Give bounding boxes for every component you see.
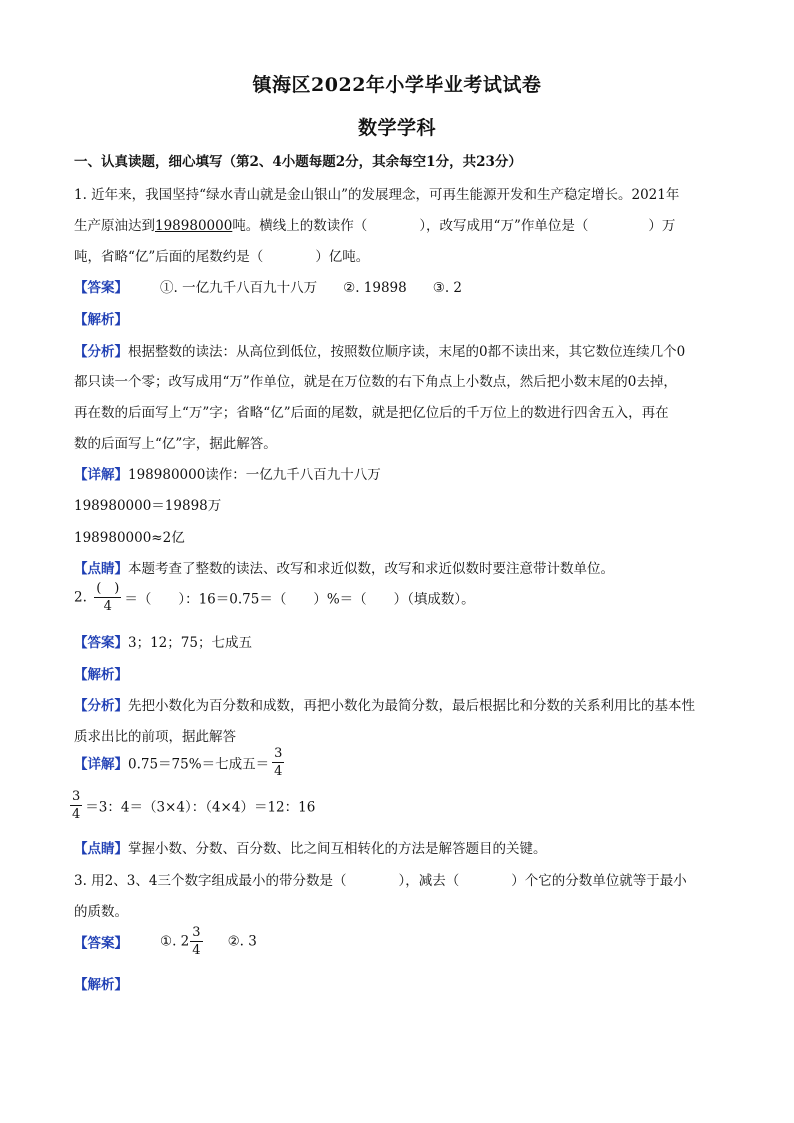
q1-text: 生产原油达到 bbox=[74, 218, 155, 234]
q1-text: ），改写成用“万”作单位是（ bbox=[419, 218, 589, 234]
q2-analysis-1 bbox=[74, 694, 695, 714]
q2-detail-2 bbox=[70, 790, 315, 821]
q2-text: ＝（ ）：16＝0.75＝（ ）%＝（ ）（填成数）。 bbox=[124, 591, 475, 608]
detail-tag: 【详解】 bbox=[74, 467, 128, 483]
q3-text: 3. 用2、3、4三个数字组成最小的带分数是（ bbox=[74, 873, 347, 889]
q2-detail-text: 0.75＝75%＝七成五＝ bbox=[128, 756, 270, 773]
q3-line-1 bbox=[74, 869, 687, 889]
q1-text: 吨。横线上的数读作（ bbox=[232, 218, 368, 234]
q1-text: 吨，省略“亿”后面的尾数约是（ bbox=[74, 249, 264, 265]
page-title: 镇海区2022年小学毕业考试试卷 bbox=[252, 74, 542, 96]
q2-answer-text: 3；12；75；七成五 bbox=[128, 635, 252, 651]
q2-detail-1 bbox=[74, 747, 287, 778]
comment-tag: 【点睛】 bbox=[74, 561, 128, 577]
q1-analysis-text: 根据整数的读法：从高位到低位，按照数位顺序读，末尾的0都不读出来，其它数位连续几个0 bbox=[128, 344, 686, 360]
q1-underlined-number: 198980000 bbox=[155, 218, 233, 234]
q2-line bbox=[74, 582, 475, 613]
q1-line-2 bbox=[74, 214, 675, 234]
q1-text: ）亿吨。 bbox=[315, 249, 370, 265]
q3-analysis-header: 【解析】 bbox=[74, 977, 128, 993]
analysis-tag: 【分析】 bbox=[74, 344, 128, 360]
q2-answer bbox=[74, 631, 252, 651]
answer-tag: 【答案】 bbox=[74, 280, 128, 296]
q1-detail-3: 198980000≈2亿 bbox=[74, 530, 185, 546]
q3-answer-fraction: $\frac{3}{4}$ bbox=[192, 925, 201, 958]
q1-comment bbox=[74, 557, 614, 577]
q3-line-2: 的质数。 bbox=[74, 904, 128, 920]
q1-answer-2: ②. 19898 bbox=[343, 280, 407, 296]
q1-analysis-2: 都只读一个零；改写成用“万”作单位，就是在万位数的右下角点上小数点，然后把小数末尾的0去掉， bbox=[74, 374, 677, 390]
q1-answer-1: ①. 一亿九千八百九十八万 bbox=[160, 280, 318, 296]
q2-analysis-header: 【解析】 bbox=[74, 667, 128, 683]
q1-analysis-1 bbox=[74, 340, 685, 360]
analysis-tag: 【分析】 bbox=[74, 698, 128, 714]
q3-text: ）个它的分数单位就等于最小 bbox=[511, 873, 687, 889]
q2-fraction: $\frac{( )}{4}$ bbox=[96, 581, 120, 614]
comment-tag: 【点睛】 bbox=[74, 841, 128, 857]
q2-number: 2. bbox=[74, 589, 87, 606]
q3-text: ），减去（ bbox=[398, 873, 460, 889]
q2-comment bbox=[74, 837, 547, 857]
q1-answer-3: ③. 2 bbox=[432, 280, 463, 296]
q1-analysis-header: 【解析】 bbox=[74, 312, 128, 328]
q1-line-1: 1. 近年来，我国坚持“绿水青山就是金山银山”的发展理念，可再生能源开发和生产稳定增长。2021年 bbox=[74, 187, 680, 203]
answer-tag: 【答案】 bbox=[74, 635, 128, 651]
q3-answer-2: ②. 3 bbox=[227, 933, 257, 950]
q2-analysis-text: 先把小数化为百分数和成数，再把小数化为最简分数，最后根据比和分数的关系利用比的基本性 bbox=[128, 698, 695, 714]
q1-detail-text: 198980000读作：一亿九千八百九十八万 bbox=[128, 467, 381, 483]
q2-comment-text: 掌握小数、分数、百分数、比之间互相转化的方法是解答题目的关键。 bbox=[128, 841, 547, 857]
q1-text: ）万 bbox=[648, 218, 676, 234]
q1-analysis-3: 再在数的后面写上“万”字；省略“亿”后面的尾数，就是把亿位后的千万位上的数进行四舍五入，再在 bbox=[74, 405, 669, 421]
q1-answer bbox=[74, 276, 462, 296]
q2-detail-fraction: $\frac{3}{4}$ bbox=[274, 746, 283, 779]
q1-analysis-4: 数的后面写上“亿”字，据此解答。 bbox=[74, 436, 277, 452]
q1-detail-2: 198980000＝19898万 bbox=[74, 498, 222, 514]
q2-detail-text-2: ＝3：4＝（3×4）：（4×4）＝12：16 bbox=[85, 799, 316, 816]
q1-detail-1 bbox=[74, 463, 381, 483]
page-subtitle: 数学学科 bbox=[357, 117, 436, 139]
q3-answer bbox=[74, 926, 257, 957]
section-heading: 一、认真读题，细心填写（第2、4小题每题2分，其余每空1分，共23分） bbox=[74, 154, 522, 170]
q2-detail-fraction-2: $\frac{3}{4}$ bbox=[72, 789, 81, 822]
q2-analysis-2: 质求出比的前项，据此解答 bbox=[74, 729, 236, 745]
q3-answer-1: ①. 2 bbox=[160, 933, 190, 950]
q1-line-3 bbox=[74, 245, 369, 265]
q1-comment-text: 本题考查了整数的读法、改写和求近似数，改写和求近似数时要注意带计数单位。 bbox=[128, 561, 614, 577]
detail-tag: 【详解】 bbox=[74, 756, 128, 773]
answer-tag: 【答案】 bbox=[74, 935, 128, 952]
